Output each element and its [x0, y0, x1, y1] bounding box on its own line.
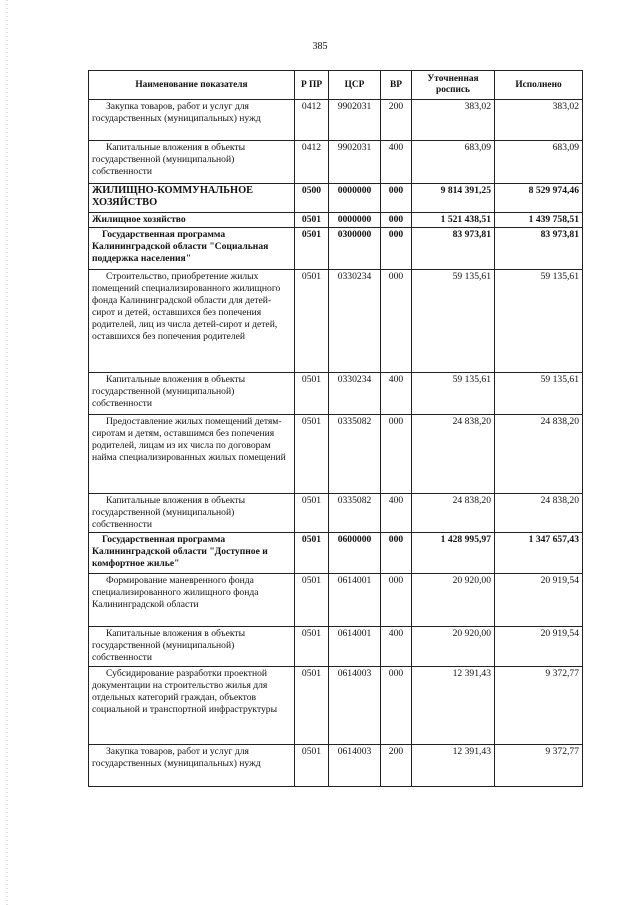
scan-edge-dots — [6, 0, 8, 905]
cell-rpr: 0501 — [295, 494, 329, 533]
cell-name: Капитальные вложения в объекты государственной (муниципальной) собственности — [89, 141, 295, 184]
header-executed: Исполнено — [495, 71, 583, 100]
table-row — [89, 270, 583, 373]
cell-vr: 000 — [381, 270, 412, 373]
cell-planned: 12 391,43 — [412, 745, 495, 787]
cell-executed: 24 838,20 — [495, 494, 583, 533]
cell-planned: 683,09 — [412, 141, 495, 184]
cell-vr: 000 — [381, 213, 412, 228]
header-rpr: Р ПР — [295, 71, 329, 100]
table-row — [89, 574, 583, 627]
table-row — [89, 415, 583, 494]
cell-name: Закупка товаров, работ и услуг для государственных (муниципальных) нужд — [89, 100, 295, 141]
table-row — [89, 213, 583, 228]
table-row — [89, 494, 583, 533]
cell-csr: 9902031 — [329, 141, 381, 184]
page-number: 385 — [312, 41, 328, 52]
cell-name: Государственная программа Калининградской области "Социальная поддержка населения" — [89, 228, 295, 270]
cell-planned: 12 391,43 — [412, 667, 495, 745]
cell-planned: 59 135,61 — [412, 373, 495, 415]
table-row — [89, 745, 583, 787]
cell-csr: 0335082 — [329, 415, 381, 494]
cell-vr: 400 — [381, 373, 412, 415]
cell-csr: 0600000 — [329, 533, 381, 574]
cell-vr: 200 — [381, 745, 412, 787]
cell-planned: 9 814 391,25 — [412, 184, 495, 213]
cell-rpr: 0501 — [295, 213, 329, 228]
cell-executed: 24 838,20 — [495, 415, 583, 494]
table-row — [89, 667, 583, 745]
cell-vr: 000 — [381, 533, 412, 574]
cell-executed: 20 919,54 — [495, 574, 583, 627]
cell-rpr: 0501 — [295, 373, 329, 415]
cell-vr: 000 — [381, 415, 412, 494]
cell-name: Жилищное хозяйство — [89, 213, 295, 228]
table-row — [89, 373, 583, 415]
cell-csr: 0614001 — [329, 627, 381, 667]
table-header-row — [89, 71, 583, 100]
header-name: Наименование показателя — [89, 71, 295, 100]
cell-executed: 9 372,77 — [495, 745, 583, 787]
cell-vr: 400 — [381, 494, 412, 533]
cell-executed: 59 135,61 — [495, 373, 583, 415]
cell-executed: 8 529 974,46 — [495, 184, 583, 213]
cell-vr: 400 — [381, 627, 412, 667]
cell-planned: 383,02 — [412, 100, 495, 141]
cell-planned: 20 920,00 — [412, 627, 495, 667]
table-row — [89, 228, 583, 270]
cell-name: Предоставление жилых помещений детям-сиротам и детям, оставшимся без попечения родителей, лицам из их числа по договорам найма специализированных жилых помещений — [89, 415, 295, 494]
cell-planned: 1 428 995,97 — [412, 533, 495, 574]
cell-rpr: 0501 — [295, 270, 329, 373]
cell-vr: 400 — [381, 141, 412, 184]
cell-vr: 000 — [381, 574, 412, 627]
cell-vr: 000 — [381, 184, 412, 213]
cell-name: ЖИЛИЩНО-КОММУНАЛЬНОЕ ХОЗЯЙСТВО — [89, 184, 295, 213]
table-row — [89, 184, 583, 213]
cell-executed: 1 439 758,51 — [495, 213, 583, 228]
cell-rpr: 0501 — [295, 415, 329, 494]
cell-csr: 0335082 — [329, 494, 381, 533]
cell-planned: 1 521 438,51 — [412, 213, 495, 228]
cell-csr: 0000000 — [329, 184, 381, 213]
cell-planned: 24 838,20 — [412, 415, 495, 494]
cell-csr: 0614003 — [329, 667, 381, 745]
cell-rpr: 0501 — [295, 627, 329, 667]
cell-name: Закупка товаров, работ и услуг для государственных (муниципальных) нужд — [89, 745, 295, 787]
cell-executed: 20 919,54 — [495, 627, 583, 667]
table-row — [89, 141, 583, 184]
cell-rpr: 0412 — [295, 141, 329, 184]
cell-executed: 683,09 — [495, 141, 583, 184]
cell-executed: 383,02 — [495, 100, 583, 141]
budget-table — [88, 70, 583, 787]
cell-planned: 59 135,61 — [412, 270, 495, 373]
table-row — [89, 533, 583, 574]
cell-name: Капитальные вложения в объекты государственной (муниципальной) собственности — [89, 494, 295, 533]
cell-vr: 000 — [381, 667, 412, 745]
cell-rpr: 0501 — [295, 228, 329, 270]
cell-executed: 59 135,61 — [495, 270, 583, 373]
cell-rpr: 0501 — [295, 745, 329, 787]
cell-planned: 20 920,00 — [412, 574, 495, 627]
cell-csr: 0300000 — [329, 228, 381, 270]
cell-name: Строительство, приобретение жилых помещений специализированного жилищного фонда Калининградской области для детей-сирот и детей, оставшихся без попечения родителей, лиц из числа детей-сирот и детей, оставшихся без попечения родителей — [89, 270, 295, 373]
header-vr: ВР — [381, 71, 412, 100]
cell-vr: 200 — [381, 100, 412, 141]
cell-rpr: 0501 — [295, 574, 329, 627]
cell-executed: 9 372,77 — [495, 667, 583, 745]
table-body — [89, 100, 583, 787]
header-csr: ЦСР — [329, 71, 381, 100]
cell-name: Капитальные вложения в объекты государственной (муниципальной) собственности — [89, 627, 295, 667]
cell-name: Субсидирование разработки проектной документации на строительство жилья для отдельных категорий граждан, объектов социальной и транспортной инфраструктуры — [89, 667, 295, 745]
header-planned: Уточненная роспись — [412, 71, 495, 100]
cell-csr: 0330234 — [329, 270, 381, 373]
cell-rpr: 0501 — [295, 533, 329, 574]
cell-csr: 0614003 — [329, 745, 381, 787]
cell-csr: 0000000 — [329, 213, 381, 228]
cell-planned: 83 973,81 — [412, 228, 495, 270]
cell-name: Капитальные вложения в объекты государственной (муниципальной) собственности — [89, 373, 295, 415]
cell-vr: 000 — [381, 228, 412, 270]
cell-rpr: 0412 — [295, 100, 329, 141]
cell-csr: 9902031 — [329, 100, 381, 141]
cell-name: Формирование маневренного фонда специализированного жилищного фонда Калининградской области — [89, 574, 295, 627]
cell-planned: 24 838,20 — [412, 494, 495, 533]
cell-csr: 0330234 — [329, 373, 381, 415]
table-row — [89, 627, 583, 667]
cell-rpr: 0501 — [295, 667, 329, 745]
cell-rpr: 0500 — [295, 184, 329, 213]
cell-executed: 83 973,81 — [495, 228, 583, 270]
cell-name: Государственная программа Калининградской области "Доступное и комфортное жилье" — [89, 533, 295, 574]
table-row — [89, 100, 583, 141]
cell-executed: 1 347 657,43 — [495, 533, 583, 574]
cell-csr: 0614001 — [329, 574, 381, 627]
